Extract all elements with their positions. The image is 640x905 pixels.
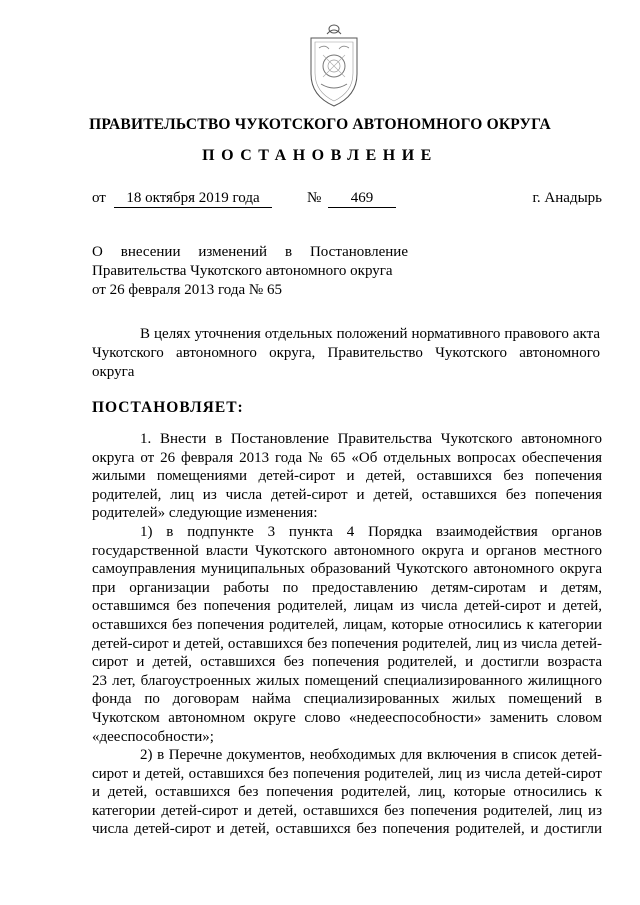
coat-of-arms-emblem [303,22,365,110]
body-line: 23 лет, благоустроенных жилых помещений специализированного жилищного [92,672,602,689]
body-line: фонда по договорам найма специализированных жилых помещений в [92,691,602,708]
body-line: округа от 26 февраля 2013 года № 65 «Об отдельных вопросах обеспечения [92,449,602,466]
document-body [92,430,602,839]
preamble [92,325,600,382]
preamble-line: Чукотского автономного округа, Правительство Чукотского автономного [92,345,600,361]
body-line: сирот и детей, оставшихся без попечения родителей, лиц из числа детей-сирот [92,765,602,782]
preamble-line: округа [92,364,135,380]
subject-line: от 26 февраля 2013 года № 65 [92,282,282,298]
body-line: 2) в Перечне документов, необходимых для включения в список детей- [140,747,602,764]
body-line: детей-сирот и детей, оставшихся без попечения родителей, лиц из числа детей- [92,635,602,652]
body-line: 1. Внести в Постановление Правительства Чукотского автономного [140,431,602,447]
organization-title: ПРАВИТЕЛЬСТВО ЧУКОТСКОГО АВТОНОМНОГО ОКРУГА [89,116,551,133]
body-line: оставшимся без попечения родителей, лицам из числа детей-сирот и детей, [92,598,602,615]
subject-line: Правительства Чукотского автономного округа [92,263,393,279]
body-line: сирот и детей, оставшихся без попечения родителей, и достигли возраста [92,654,602,671]
document-subject [92,243,408,300]
body-line: жилыми помещениями детей-сирот и детей, оставшихся без попечения [92,468,602,485]
body-line: 1) в подпункте 3 пункта 4 Порядка взаимодействия органов [140,523,602,540]
body-line: самоуправления муниципальных образований Чукотского автономного округа [92,561,602,578]
body-line: Чукотском автономном округе слово «недееспособности» заменить словом [92,709,602,726]
body-line: государственной власти Чукотского автономного округа и органов местного [92,542,602,559]
document-number: 469 [328,190,396,208]
document-type: ПОСТАНОВЛЕНИЕ [202,147,438,164]
date-label: от [92,190,106,206]
decree-heading: ПОСТАНОВЛЯЕТ: [92,399,244,416]
body-line: и детей, оставшихся без попечения родителей, лиц, которые относились к [92,784,602,801]
body-line: родителей, лиц из числа детей-сирот и детей, оставшихся без попечения [92,486,602,503]
body-line: «дееспособности»; [92,728,214,745]
body-line: при организации работы по предоставлению детям-сиротам и детям, [92,579,602,596]
body-line: числа детей-сирот и детей, оставшихся без попечения родителей, и достигли [92,821,602,838]
body-line: родителей» следующие изменения: [92,505,318,522]
subject-line: О внесении изменений в Постановление [92,244,408,260]
number-label: № [307,190,322,206]
body-line: оставшихся без попечения родителей, лицам, которые относились к категории [92,616,602,633]
preamble-line: В целях уточнения отдельных положений нормативного правового акта [140,326,600,342]
document-date: 18 октября 2019 года [114,190,272,208]
body-line: категории детей-сирот и детей, оставшихся без попечения родителей, лиц из [92,802,602,819]
city: г. Анадырь [532,190,602,206]
